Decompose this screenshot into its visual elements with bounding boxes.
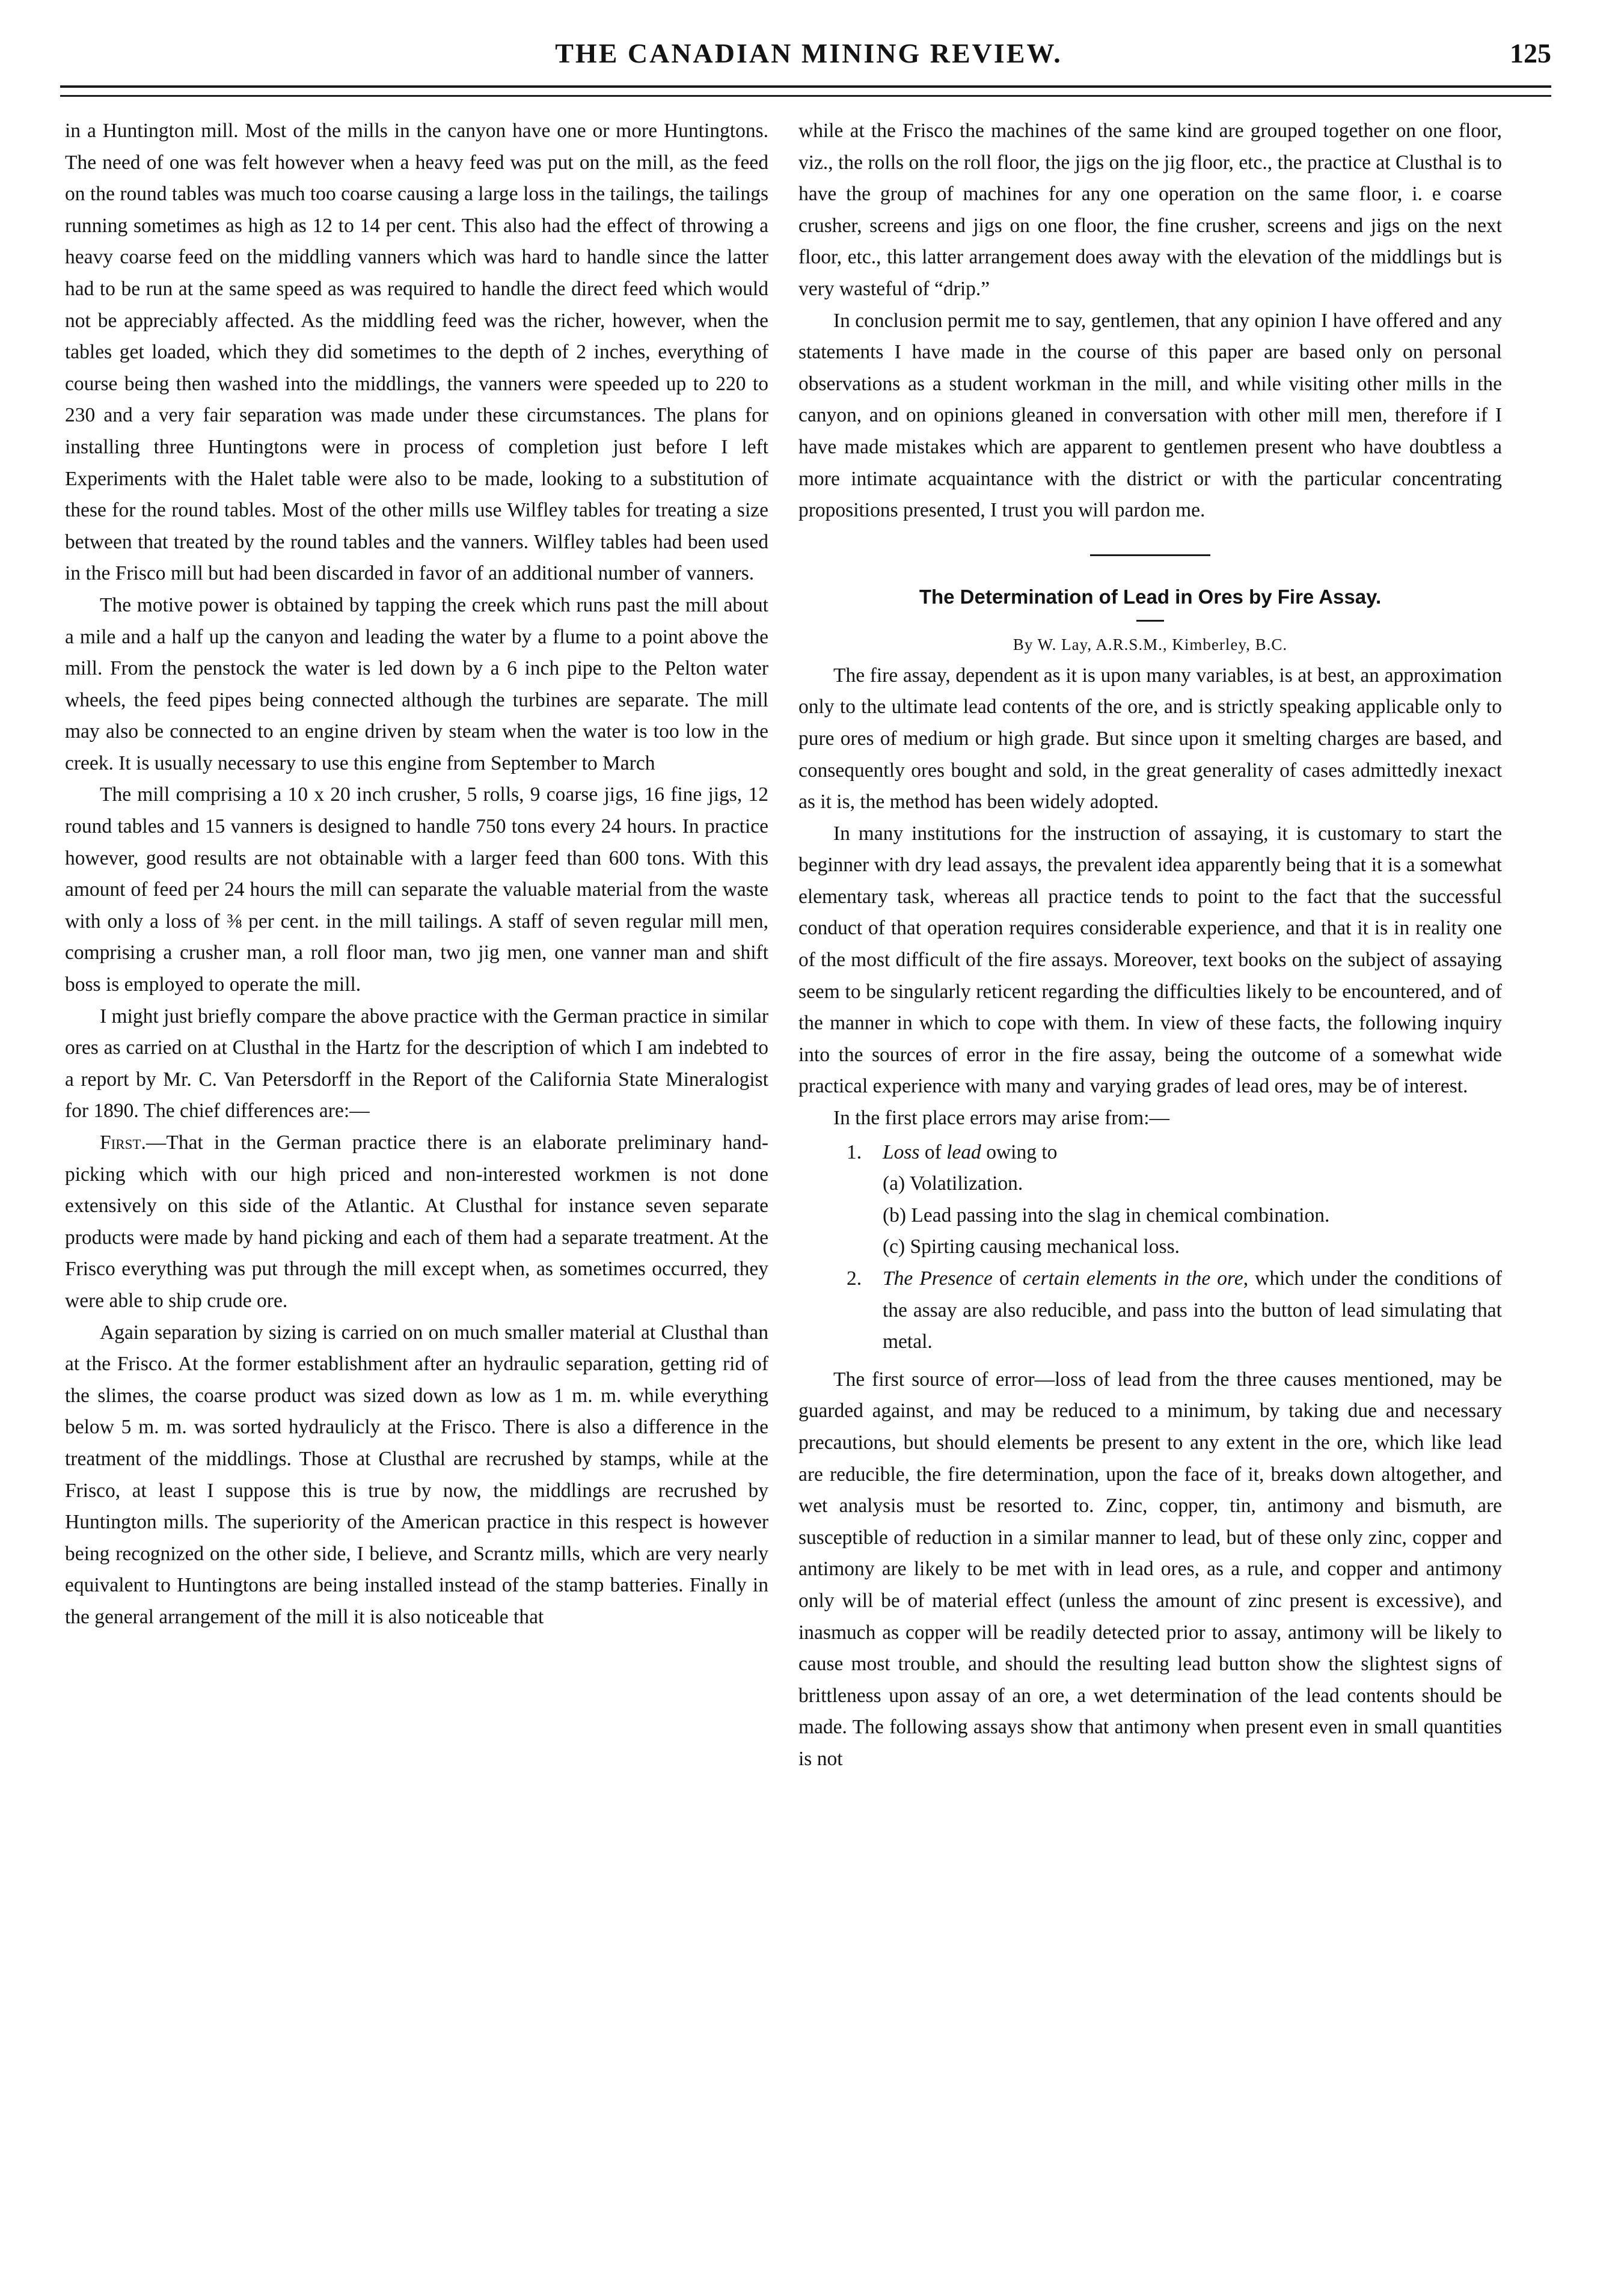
list-item xyxy=(798,1137,1502,1169)
list-item-emphasis: The Presence xyxy=(883,1267,993,1290)
title-rule xyxy=(1136,620,1164,622)
first-body: —That in the German practice there is an elaborate preliminary hand-picking which with our high priced and non-interested workmen is not done extensively on this side of the Atlantic. At Clusthal for instance seven separate products were made by hand picking and each of them had a separate treatment. At the Frisco everything was put through the mill except when, as sometimes occurred, they were able to ship crude ore. xyxy=(65,1131,768,1312)
left-column xyxy=(65,115,768,2256)
paragraph: In conclusion permit me to say, gentlemen, that any opinion I have offered and any statements I have made in the course of this paper are based only on personal observations as a student workman in the mill, and while visiting other mills in the canyon, and on opinions gleaned in conversation with other mill men, therefore if I have made mistakes which are apparent to gentlemen present who have doubtless a more intimate acquaintance with the district or with the particular concentrating propositions presented, I trust you will pardon me. xyxy=(798,309,1502,522)
list-item-text: owing to xyxy=(981,1141,1058,1163)
paragraph: The fire assay, dependent as it is upon many variables, is at best, an approximation only to the ultimate lead contents of the ore, and is strictly speaking applicable only to pure ores of medium or high grade. But since upon it smelting charges are based, and consequently ores bought and sold, in the great generality of cases admittedly inexact as it is, the method has been widely adopted. xyxy=(798,664,1502,813)
paragraph: I might just briefly compare the above practice with the German practice in similar ores as carried on at Clusthal in the Hartz for the description of which I am indebted to a report by Mr. C. Van Petersdorff in the Report of the California State Mineralogist for 1890. The chief differences are:— xyxy=(65,1005,768,1122)
page-number: 125 xyxy=(1510,38,1551,69)
sub-item: (a) Volatilization. xyxy=(883,1172,1023,1195)
list-item-text: of xyxy=(919,1141,947,1163)
list-number: 2. xyxy=(847,1267,862,1290)
list-item xyxy=(798,1263,1502,1358)
running-head xyxy=(66,37,1551,73)
list-item-emphasis: certain elements in the ore xyxy=(1022,1267,1243,1290)
header-rule-bottom xyxy=(60,95,1551,97)
right-column xyxy=(798,115,1502,2256)
sub-item: (c) Spirting causing mechanical loss. xyxy=(883,1236,1180,1258)
paragraph: In many institutions for the instruction of assaying, it is customary to start the beginner with dry lead assays, the prevalent idea apparently being that it is a somewhat elementary task, whereas all practice tends to point to the fact that the successful conduct of that operation requires considerable experience, and that it is in reality one of the most difficult of the fire assays. Moreover, text books on the subject of assaying seem to be singularly reticent regarding the difficulties likely to be encountered, and of the manner in which to cope with them. In view of these facts, the following inquiry into the sources of error in the fire assay, being the outcome of a somewhat wide practical experience with many and varying grades of lead ores, may be of interest. xyxy=(798,822,1502,1098)
error-sources-list xyxy=(798,1137,1502,1358)
paragraph-first xyxy=(65,1127,768,1317)
paragraph: in a Huntington mill. Most of the mills in the canyon have one or more Huntingtons. The need of one was felt however when a heavy feed was put on the mill, as the feed on the round tables was much too coarse causing a large loss in the tailings, the tailings running sometimes as high as 12 to 14 per cent. This also had the effect of throwing a heavy coarse feed on the middling vanners which was hard to handle since the latter had to be run at the same speed as was required to handle the direct feed which would not be appreciably affected. As the middling feed was the richer, however, when the tables get loaded, which they did sometimes to the depth of 2 inches, everything of course being then washed into the middlings, the vanners were speeded up to 220 to 230 and a very fair separation was made under these circumstances. The plans for installing three Huntingtons were in process of completion just before I left Experiments with the Halet table were also to be made, looking to a substitution of these for the round tables. Most of the other mills use Wilfley tables for treating a size between that treated by the round tables and the vanners. Wilfley tables had been used in the Frisco mill but had been discarded in favor of an additional number of vanners. xyxy=(65,120,768,585)
first-lead-in: First. xyxy=(100,1131,146,1154)
journal-title: THE CANADIAN MINING REVIEW. xyxy=(555,38,1062,69)
paragraph: The first source of error—loss of lead from the three causes mentioned, may be guarded against, and may be reduced to a minimum, by taking due and necessary precautions, but should elements be present to any extent in the ore, which like lead are reducible, the fire determination, upon the face of it, breaks down altogether, and wet analysis must be resorted to. Zinc, copper, tin, antimony and bismuth, are susceptible of reduction in a similar manner to lead, but of these only zinc, copper and antimony are likely to be met with in lead ores, as a rule, and copper and antimony only will be of material effect (unless the amount of zinc present is excessive), and inasmuch as copper will be readily detected prior to assay, antimony will be likely to cause most trouble, and should the resulting lead button show the slightest signs of brittleness upon assay of an ore, a wet determination of the lead contents should be made. The following assays show that antimony when present even in small quantities is not xyxy=(798,1368,1502,1770)
section-divider xyxy=(1090,554,1210,556)
list-item-text: , which under the conditions of the assay are also reducible, and pass into the button of lead simulating that metal. xyxy=(883,1267,1502,1353)
article-title: The Determination of Lead in Ores by Fire Assay. xyxy=(919,585,1382,608)
paragraph: The motive power is obtained by tapping the creek which runs past the mill about a mile and a half up the canyon and leading the water by a flume to a point above the mill. From the penstock the water is led down by a 6 inch pipe to the Pelton water wheels, the feed pipes being connected although the turbines are separate. The mill may also be connected to an engine driven by steam when the water is too low in the creek. It is usually necessary to use this engine from September to March xyxy=(65,593,768,774)
list-item-emphasis: lead xyxy=(946,1141,981,1163)
paragraph: while at the Frisco the machines of the same kind are grouped together on one floor, viz., the rolls on the roll floor, the jigs on the jig floor, etc., the practice at Clusthal is to have the group of machines for any one operation on the same floor, i. e coarse crusher, screens and jigs on one floor, the fine crusher, screens and jigs on the next floor, etc., this latter arrangement does away with the elevation of the middlings but is very wasteful of “drip.” xyxy=(798,120,1502,300)
sub-item: (b) Lead passing into the slag in chemical combination. xyxy=(883,1204,1330,1226)
list-item-text: of xyxy=(992,1267,1023,1290)
paragraph: Again separation by sizing is carried on on much smaller material at Clusthal than at the Frisco. At the former establishment after an hydraulic separation, getting rid of the slimes, the coarse product was sized down as low as 1 m. m. while everything below 5 m. m. was sorted hydraulicly at the Frisco. There is also a difference in the treatment of the middlings. Those at Clusthal are recrushed by stamps, while at the Frisco, at least I suppose this is true by now, the middlings are recrushed by Huntington mills. The superiority of the American practice in this respect is however being recognized on the other side, I believe, and Scrantz mills, which are very nearly equivalent to Huntingtons are being installed instead of the stamp batteries. Finally in the general arrangement of the mill it is also noticeable that xyxy=(65,1321,768,1628)
paragraph: In the first place errors may arise from:— xyxy=(833,1107,1170,1130)
paragraph: The mill comprising a 10 x 20 inch crusher, 5 rolls, 9 coarse jigs, 16 fine jigs, 12 round tables and 15 vanners is designed to handle 750 tons every 24 hours. In practice however, good results are not obtainable with a larger feed than 600 tons. With this amount of feed per 24 hours the mill can separate the valuable material from the waste with only a loss of ⅜ per cent. in the mill tailings. A staff of seven regular mill men, comprising a crusher man, a roll floor man, two jig men, one vanner man and shift boss is employed to operate the mill. xyxy=(65,783,768,996)
list-item-emphasis: Loss xyxy=(883,1141,920,1163)
byline: By W. Lay, A.R.S.M., Kimberley, B.C. xyxy=(1013,635,1288,654)
header-rule-top xyxy=(60,85,1551,88)
list-number: 1. xyxy=(847,1141,862,1163)
